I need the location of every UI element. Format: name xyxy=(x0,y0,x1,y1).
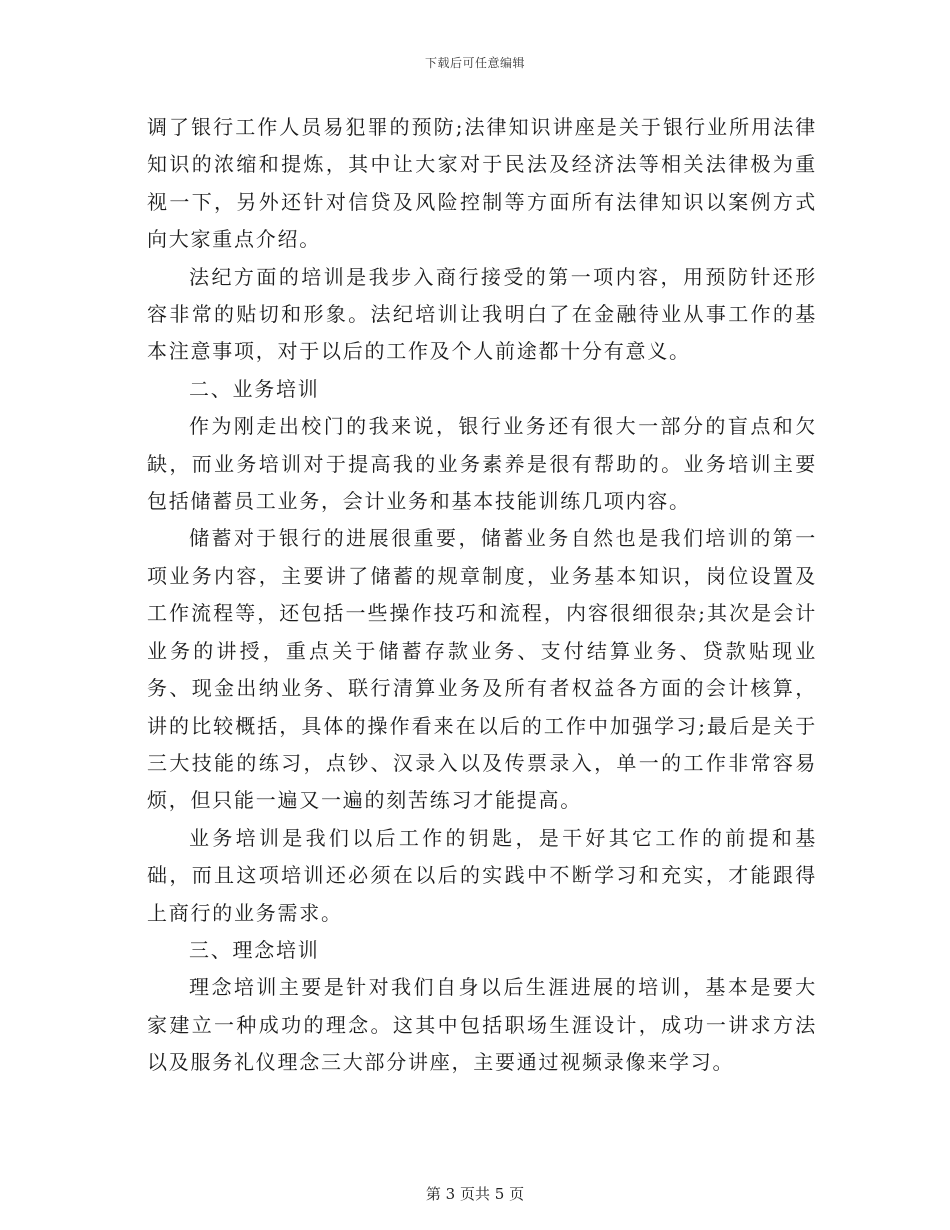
paragraph-2: 法纪方面的培训是我步入商行接受的第一项内容，用预防针还形容非常的贴切和形象。法纪培训让我明白了在金融待业从事工作的基本注意事项，对于以后的工作及个人前途都十分有意义。 xyxy=(147,264,817,364)
section-heading-philosophy-training: 三、理念培训 xyxy=(189,937,320,962)
paragraph-6: 理念培训主要是针对我们自身以后生涯进展的培训，基本是要大家建立一种成功的理念。这其中包括职场生涯设计，成功一讲求方法以及服务礼仪理念三大部分讲座，主要通过视频录像来学习。 xyxy=(147,975,817,1075)
page-number-footer: 第 3 页共 5 页 xyxy=(425,1185,525,1203)
paragraph-3: 作为刚走出校门的我来说，银行业务还有很大一部分的盲点和欠缺，而业务培训对于提高我的业务素养是很有帮助的。业务培训主要包括储蓄员工业务，会计业务和基本技能训练几项内容。 xyxy=(147,414,817,514)
paragraph-5: 业务培训是我们以后工作的钥匙，是干好其它工作的前提和基础，而且这项培训还必须在以后的实践中不断学习和充实，才能跟得上商行的业务需求。 xyxy=(147,825,817,925)
section-heading-business-training: 二、业务培训 xyxy=(189,376,320,401)
paragraph-1: 调了银行工作人员易犯罪的预防;法律知识讲座是关于银行业所用法律知识的浓缩和提炼，其中让大家对于民法及经济法等相关法律极为重视一下，另外还针对信贷及风险控制等方面所有法律知识以案例方式向大家重点介绍。 xyxy=(147,115,817,252)
page-header: 下载后可任意编辑 xyxy=(424,56,525,70)
paragraph-4: 储蓄对于银行的进展很重要，储蓄业务自然也是我们培训的第一项业务内容，主要讲了储蓄的规章制度，业务基本知识，岗位设置及工作流程等，还包括一些操作技巧和流程，内容很细很杂;其次是会计业务的讲授，重点关于储蓄存款业务、支付结算业务、贷款贴现业务、现金出纳业务、联行清算业务及所有者权益各方面的会计核算，讲的比较概括，具体的操作看来在以后的工作中加强学习;最后是关于三大技能的练习，点钞、汉录入以及传票录入，单一的工作非常容易烦，但只能一遍又一遍的刻苦练习才能提高。 xyxy=(147,526,817,813)
document-body xyxy=(147,109,817,1082)
